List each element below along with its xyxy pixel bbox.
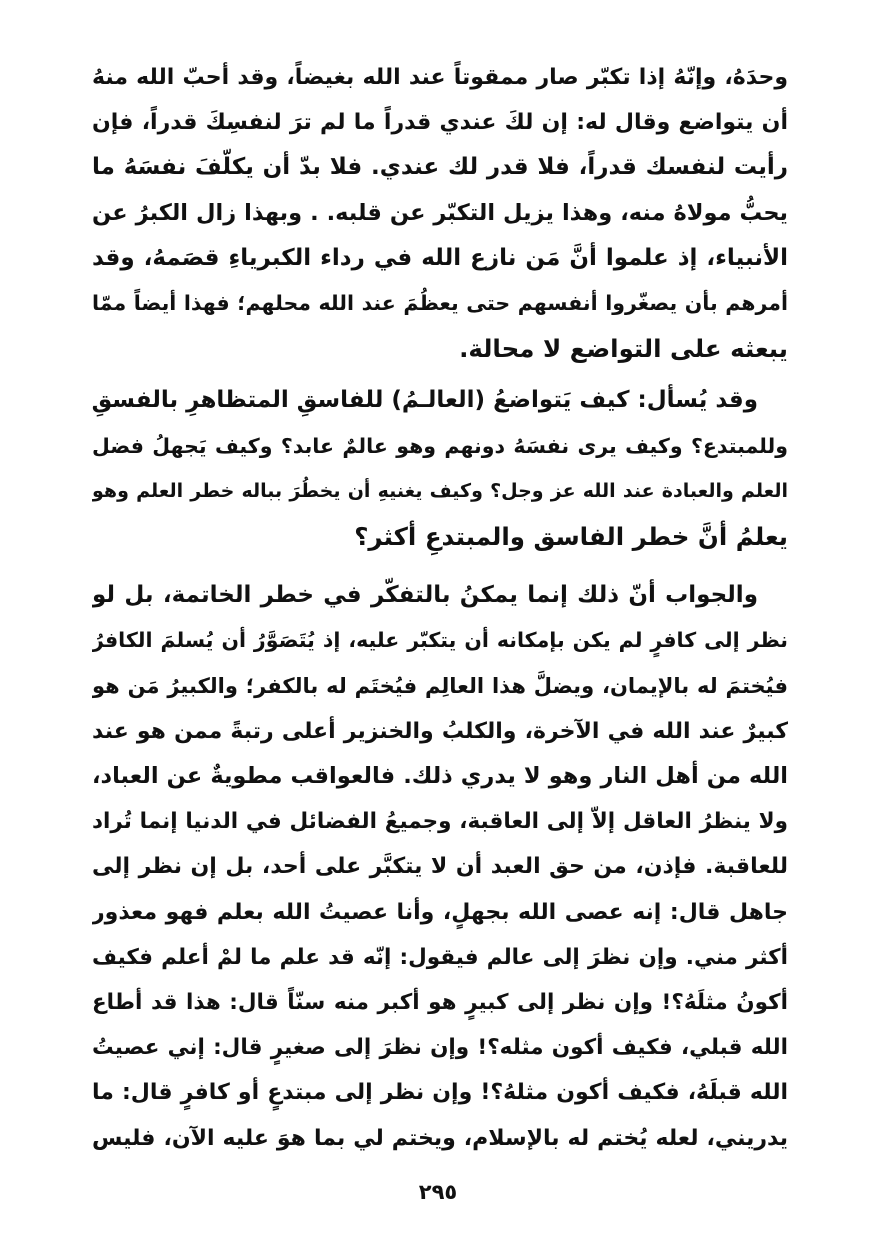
text-line: يدريني، لعله يُختم له بالإسلام، ويختم لي بما هوَ عليه الآن، فليس — [92, 1125, 788, 1151]
text-line: رأيت لنفسك قدراً، فلا قدر لك عندي. فلا بدّ أن يكلّفَ نفسَهُ ما — [92, 154, 788, 181]
text-line: يبعثه على التواضع لا محالة. — [459, 334, 788, 364]
text-line: يعلمُ أنَّ خطر الفاسق والمبتدعِ أكثر؟ — [354, 522, 788, 552]
text-line: والجواب أنّ ذلك إنما يمكنُ بالتفكّر في خطر الخاتمة، بل لو — [92, 582, 758, 609]
text-line: وحدَهُ، وإنّهُ إذا تكبّر صار ممقوتاً عند الله بغيضاً، وقد أحبّ الله منهُ — [92, 65, 788, 90]
text-line: نظر إلى كافرٍ لم يكن بإمكانه أن يتكبّر عليه، إذ يُتَصَوَّرُ أن يُسلمَ الكافرُ — [92, 628, 788, 653]
text-line: أمرهم بأن يصغّروا أنفسهم حتى يعظُمَ عند الله محلهم؛ فهذا أيضاً ممّا — [92, 291, 788, 316]
text-line: العلم والعبادة عند الله عز وجل؟ وكيف يغنيهِ أن يخطُرَ بباله خطر العلم وهو — [92, 479, 788, 502]
text-line: أكثر مني. وإن نظرَ إلى عالم فيقول: إنّه قد علم ما لمْ أعلم فكيف — [92, 944, 788, 970]
text-line: الأنبياء، إذ علموا أنَّ مَن نازع الله في رداء الكبرياءِ قصَمهُ، وقد — [92, 244, 788, 271]
paragraph-1 — [92, 55, 788, 371]
text-line: فيُختمَ له بالإيمان، ويضلَّ هذا العالِم فيُختَم له بالكفر؛ والكبيرُ مَن هو — [92, 673, 788, 698]
page-number: ٢٩٥ — [418, 1180, 458, 1204]
text-line: الله قبلَهُ، فكيف أكون مثلهُ؟! وإن نظر إلى مبتدعٍ أو كافرٍ قال: ما — [92, 1080, 788, 1106]
text-line: ولا ينظرُ العاقل إلاّ إلى العاقبة، وجميعُ الفضائل في الدنيا إنما تُراد — [92, 809, 788, 835]
text-line: كبيرٌ عند الله في الآخرة، والكلبُ والخنزير أعلى رتبةً ممن هو عند — [92, 718, 788, 744]
text-line: وللمبتدع؟ وكيف يرى نفسَهُ دونهم وهو عالمٌ عابد؟ وكيف يَجهلُ فضل — [92, 433, 788, 458]
text-line: يحبُّ مولاهُ منه، وهذا يزيل التكبّر عن قلبه. . وبهذا زال الكبرُ عن — [92, 199, 788, 226]
text-line: جاهل قال: إنه عصى الله بجهلٍ، وأنا عصيتُ الله بعلم فهو معذور — [92, 899, 788, 925]
text-line: أكونُ مثلَهُ؟! وإن نظر إلى كبيرٍ هو أكبر منه سنّاً قال: هذا قد أطاع — [92, 990, 788, 1016]
text-line: الله قبلي، فكيف أكون مثله؟! وإن نظرَ إلى صغيرٍ قال: إني عصيتُ — [92, 1035, 788, 1061]
page-body — [92, 55, 788, 1175]
paragraph-3 — [92, 573, 788, 1161]
text-line: أن يتواضع وقال له: إن لكَ عندي قدراً ما لم ترَ لنفسِكَ قدراً، فإن — [92, 110, 788, 136]
text-line: للعاقبة. فإذن، من حق العبد أن لا يتكبَّر على أحد، بل إن نظر إلى — [92, 854, 788, 880]
text-line: وقد يُسأل: كيف يَتواضعُ (العالـمُ) للفاسقِ المتظاهرِ بالفسقِ — [92, 387, 758, 414]
text-line: الله من أهل النار وهو لا يدري ذلك. فالعواقب مطويةٌ عن العباد، — [92, 763, 788, 790]
paragraph-2 — [92, 378, 788, 559]
